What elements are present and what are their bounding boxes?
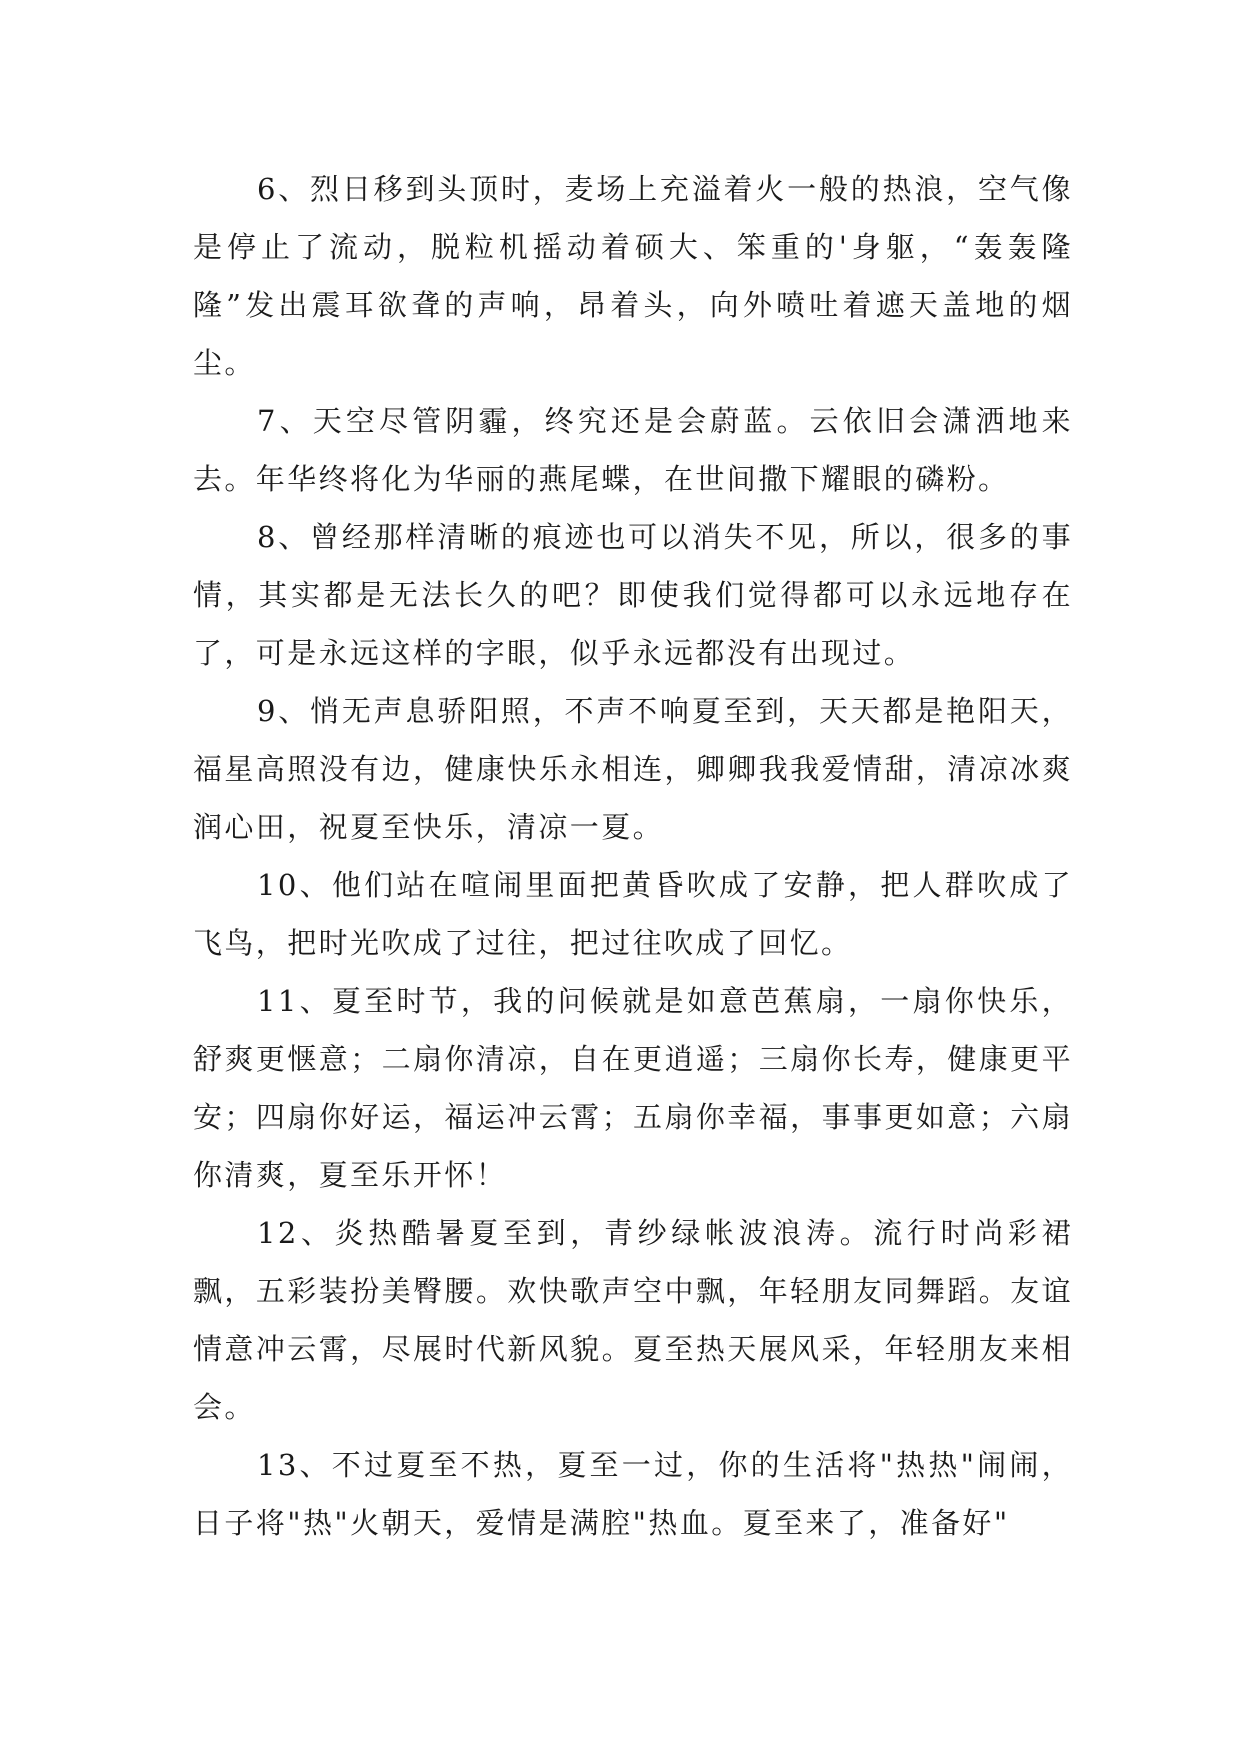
paragraph-13: 13、不过夏至不热，夏至一过，你的生活将"热热"闹闹，日子将"热"火朝天，爱情是满腔"热血。夏至来了，准备好" <box>193 1448 1073 1540</box>
paragraph-7: 7、天空尽管阴霾，终究还是会蔚蓝。云依旧会潇洒地来去。年华终将化为华丽的燕尾蝶，在世间撒下耀眼的磷粉。 <box>193 404 1073 496</box>
paragraph-11: 11、夏至时节，我的问候就是如意芭蕉扇，一扇你快乐，舒爽更惬意；二扇你清凉，自在更逍遥；三扇你长寿，健康更平安；四扇你好运，福运冲云霄；五扇你幸福，事事更如意；六扇你清爽，夏至乐开怀！ <box>193 984 1073 1192</box>
paragraph-6: 6、烈日移到头顶时，麦场上充溢着火一般的热浪，空气像是停止了流动，脱粒机摇动着硕大、笨重的'身躯，“轰轰隆隆”发出震耳欲聋的声响，昂着头，向外喷吐着遮天盖地的烟尘。 <box>193 172 1073 380</box>
document-body <box>193 160 1073 1552</box>
paragraph-10: 10、他们站在喧闹里面把黄昏吹成了安静，把人群吹成了飞鸟，把时光吹成了过往，把过往吹成了回忆。 <box>193 868 1073 960</box>
paragraph-8: 8、曾经那样清晰的痕迹也可以消失不见，所以，很多的事情，其实都是无法长久的吧？即使我们觉得都可以永远地存在了，可是永远这样的字眼，似乎永远都没有出现过。 <box>193 520 1073 670</box>
paragraph-12: 12、炎热酷暑夏至到，青纱绿帐波浪涛。流行时尚彩裙飘，五彩装扮美臀腰。欢快歌声空中飘，年轻朋友同舞蹈。友谊情意冲云霄，尽展时代新风貌。夏至热天展风采，年轻朋友来相会。 <box>193 1216 1073 1424</box>
paragraph-9: 9、悄无声息骄阳照，不声不响夏至到，天天都是艳阳天，福星高照没有边，健康快乐永相连，卿卿我我爱情甜，清凉冰爽润心田，祝夏至快乐，清凉一夏。 <box>193 694 1073 844</box>
